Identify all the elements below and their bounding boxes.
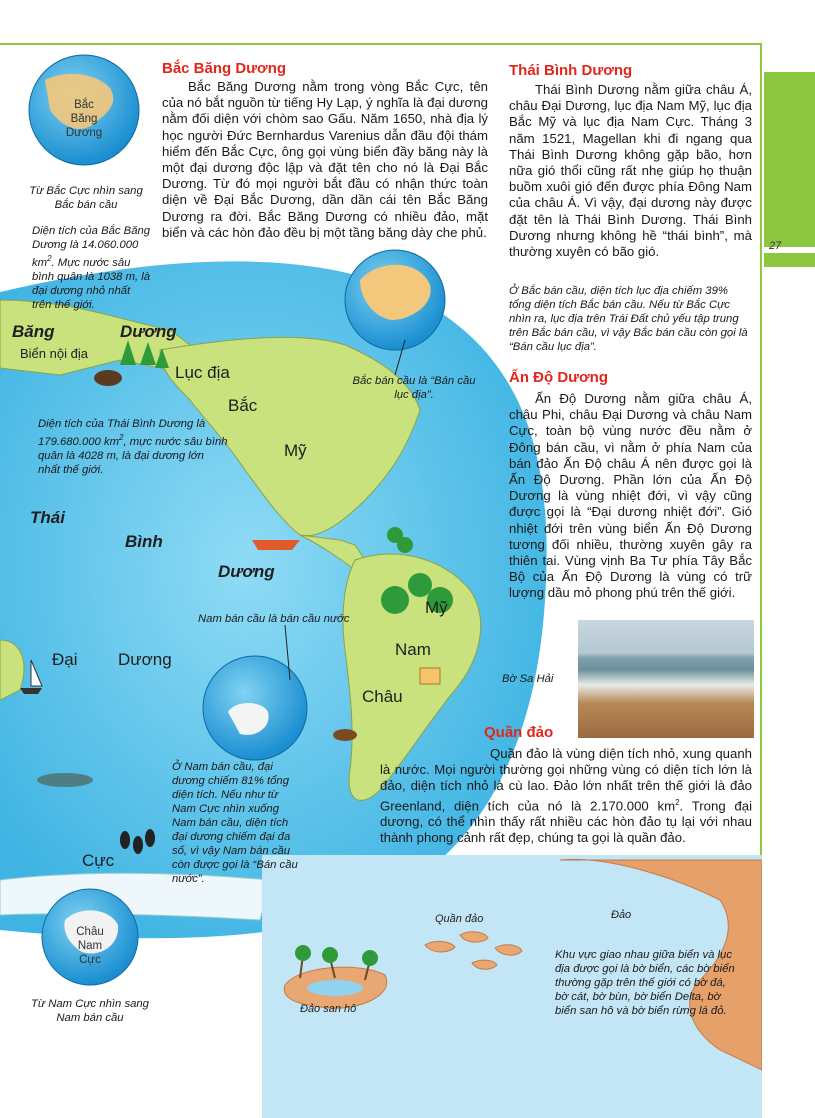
northern-hemisphere-caption: Bắc bán cầu là “Bán cầu lục địa”. — [352, 375, 476, 401]
indian-ocean-text: Ấn Độ Dương nằm giữa châu Á, châu Phi, châu Đại Dương và châu Nam Cực, toàn bộ vùng nước đều nằm ở Đông bán cầu, vì nằm ở phía Nam của bán đảo Ấn Độ châu Á nên được gọi là Ấn Độ Dương. Phần lớn của Ấn Độ Dương là vùng nhiệt đới, vì vậy cũng được gọi là “Đại dương nhiệt đới”. Gió nhiệt đới trên vùng biển Ấn Độ Dương tương đối nhiều, thường xuyên gây ra thiên tai. Vùng vịnh Ba Tư phía Tây Bắc Bộ của Ấn Độ Dương là vùng có trữ lượng dầu mỏ phong phú trên thế giới. — [509, 391, 752, 601]
beach-photo — [578, 620, 754, 738]
northern-hemisphere-note: Ở Bắc bán cầu, diện tích lục địa chiếm 39% tổng diện tích Bắc bán cầu. Nếu từ Bắc Cực nhìn ra, lục địa trên Trái Đất chủ yếu tập trung trên Bắc bán cầu, vì vậy Bắc bán cầu còn gọi là “Bán cầu lục địa”. — [509, 285, 748, 353]
page-number: 27 — [769, 240, 782, 252]
arctic-ocean-text: Bắc Băng Dương nằm trong vòng Bắc Cực, tên của nó bắt nguồn từ tiếng Hy Lạp, ý nghĩa là đại dương nằm đối diện với chòm sao Gấu. Năm 1650, nhà địa lý học người Đức Bernhardus Varenius dẫn đầu đội thám hiểm đến Bắc Cực, ông gọi vùng biển đầy băng này là một đại dương độc lập và đặt tên cho nó là Đại Bắc Dương. Từ đó mọi người bắt đầu có nhận thức toàn diện về Đại Bắc Dương, dần dần cái tên Bắc Băng Dương ra đời. Bắc Băng Dương có nhiều đảo, mặt biển và các hòn đảo đều bị một tầng băng dày che phủ. — [162, 79, 488, 240]
arctic-area-note: Diện tích của Bắc Băng Dương là 14.060.000 $km^2$. Mực nước sâu bình quân là 1038 m, là đại dương nhỏ nhất trên thế giới. — [32, 225, 151, 311]
arctic-ocean-title: Bắc Băng Dương — [162, 60, 287, 77]
map-label-cuc: Cực — [82, 851, 115, 870]
pacific-ocean-text: Thái Bình Dương nằm giữa châu Á, châu Đại Dương, lục địa Nam Mỹ, lục địa Bắc Mỹ và lục địa Nam Cực. Tháng 3 năm 1521, Magellan khi đi ngang qua Thái Bình Dương không gặp bão, hơn nữa gió thổi cũng rất nhẹ giúp họ thuận buồm xuôi gió đến được phía Đông Nam của châu Á. Vì vậy, đại dương này được đặt tên là Thái Bình Dương. Thái Bình Dương nhưng không hề “thái bình”, mà thường xuyên có bão gió. — [509, 82, 752, 260]
pacific-area-note: Diện tích của Thái Bình Dương là 179.680.000 $km^2$, mực nước sâu bình quân là 4028 m, là đại dương lớn nhất thế giới. — [38, 418, 228, 476]
atoll-lagoon — [307, 980, 363, 996]
bear-icon — [94, 370, 122, 386]
map-label-inland-sea: Biển nội địa — [20, 346, 88, 361]
southern-hemisphere-note: Ở Nam bán cầu, đại dương chiếm 81% tổng diện tích. Nếu như từ Nam Cực nhìn xuống Nam bán cầu, diện tích đại dương chiếm đại đa số, vì vậy Nam bán cầu còn được gọi là “Bán cầu nước”. — [172, 761, 298, 885]
north-globe-label: Bắc Băng Dương — [65, 99, 103, 139]
whale-icon — [37, 773, 93, 787]
map-label-binh: Bình — [125, 532, 163, 551]
side-tab-strip — [764, 253, 815, 267]
map-label-luc-dia: Lục địa — [175, 363, 230, 382]
archipelago-label: Quần đảo — [435, 913, 484, 925]
map-label-duong-pacific: Dương — [218, 562, 275, 581]
map-label-chau: Châu — [362, 687, 403, 706]
map-label-my-south: Mỹ — [425, 598, 448, 617]
side-tab — [764, 72, 815, 247]
pacific-ocean-title: Thái Bình Dương — [509, 62, 633, 79]
cattle-icon — [333, 729, 357, 741]
archipelago-text: Quần đảo là vùng diện tích nhỏ, xung quanh là nước. Mọi người thường gọi những vùng có diện tích lớn là đảo, diện tích nhỏ là cù lao. Đảo lớn nhất trên thế giới là đảo Greenland, diện tích của nó là 2.170.000 $km^2$. Trong đại dương, có thể nhìn thấy rất nhiều các hòn đảo tụ lại với nhau thành phong cảnh rất đẹp, chúng ta gọi là quần đảo. — [380, 746, 752, 846]
map-label-bang: Băng — [12, 322, 55, 341]
north-globe-caption: Từ Bắc Cực nhìn sang Bắc bán cầu — [29, 185, 143, 211]
map-label-duong-oceania: Dương — [118, 650, 172, 669]
map-label-my-north: Mỹ — [284, 441, 307, 460]
map-label-bac: Bắc — [228, 396, 258, 415]
map-label-thai: Thái — [30, 508, 65, 527]
map-label-dai: Đại — [52, 650, 78, 669]
map-label-duong-arctic: Dương — [120, 322, 177, 341]
south-globe-caption: Từ Nam Cực nhìn sang Nam bán cầu — [31, 998, 149, 1024]
house-icon — [420, 668, 440, 684]
coral-island-label: Đảo san hô — [300, 1003, 357, 1015]
map-label-nam: Nam — [395, 640, 431, 659]
south-globe-label: Châu Nam Cực — [76, 926, 104, 966]
southern-water-caption: Nam bán cầu là bán cầu nước — [198, 613, 350, 625]
archipelago-title: Quần đảo — [484, 724, 554, 741]
ship-icon — [252, 540, 300, 550]
island-label: Đảo — [611, 909, 632, 921]
coastline-note: Khu vực giao nhau giữa biển và lục địa được gọi là bờ biển, các bờ biển thường gặp trên thế giới có bờ đá, bờ cát, bờ bùn, bờ biển Delta, bờ biển san hô và bờ biển rừng lá đỏ. — [555, 949, 735, 1017]
indian-ocean-title: Ấn Độ Dương — [509, 369, 609, 386]
beach-caption: Bờ Sa Hải — [502, 673, 554, 685]
